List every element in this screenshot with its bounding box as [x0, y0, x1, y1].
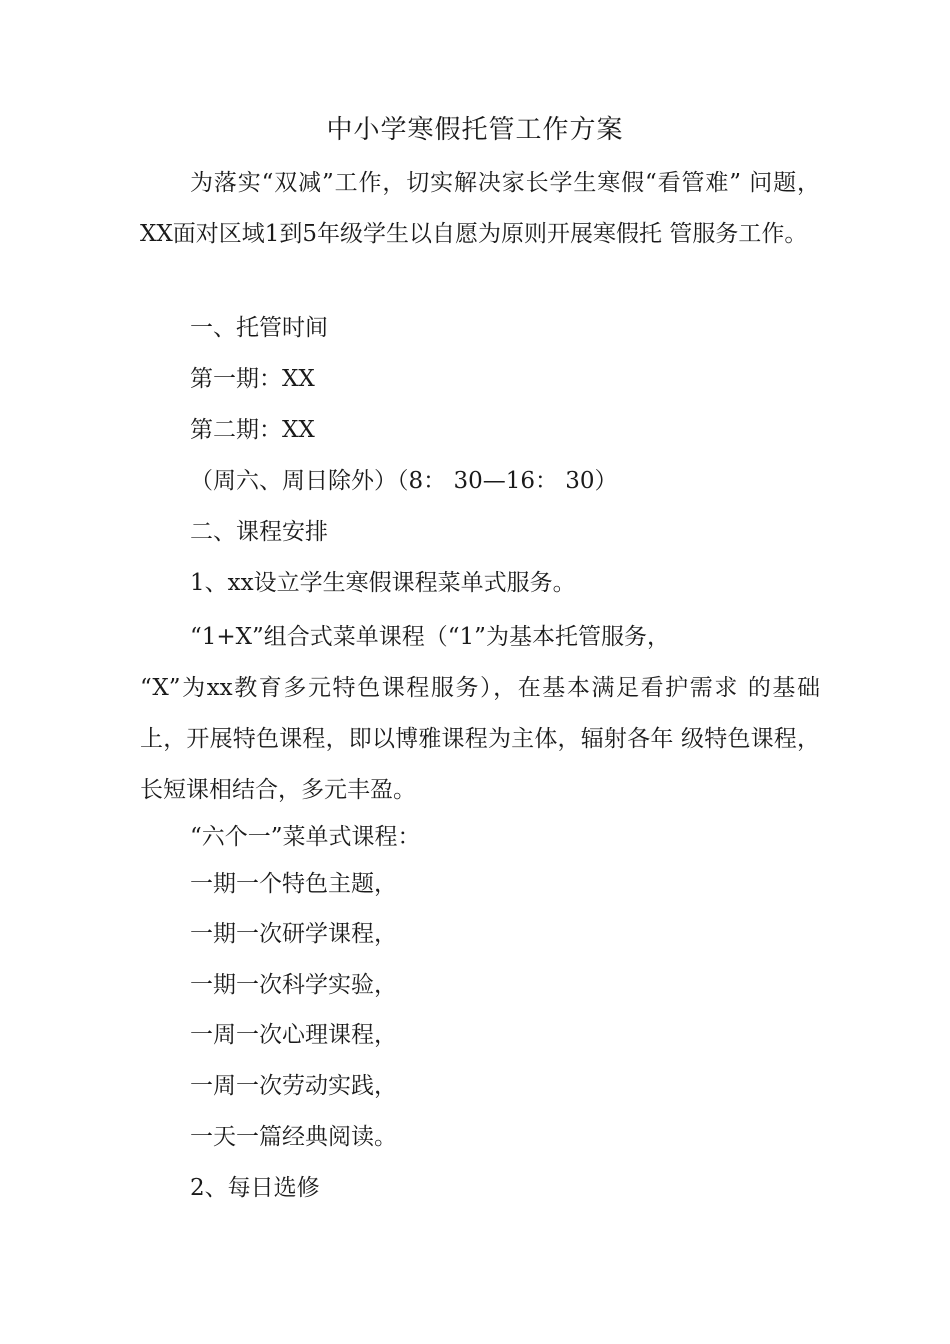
- six-courses-heading: “六个一”菜单式课程：: [190, 824, 421, 850]
- list-item: 一期一次科学实验，: [190, 972, 397, 998]
- period-two: 第二期：XX: [190, 417, 315, 443]
- list-item: 一期一次研学课程，: [190, 921, 397, 947]
- combo-course-paragraph: [140, 612, 820, 816]
- list-item: 一天一篇经典阅读。: [190, 1124, 397, 1150]
- list-item: 一周一次劳动实践，: [190, 1073, 397, 1099]
- period-one: 第一期：XX: [190, 366, 315, 392]
- course-item-two: 2、每日选修: [190, 1175, 320, 1201]
- section-heading-courses: 二、课程安排: [190, 519, 328, 545]
- document-title: 中小学寒假托管工作方案: [326, 115, 624, 145]
- section-heading-schedule: 一、托管时间: [190, 315, 328, 341]
- time-note: （周六、周日除外）（8： 30—16： 30）: [190, 468, 618, 494]
- course-item-one: 1、xx设立学生寒假课程菜单式服务。: [190, 570, 576, 596]
- list-item: 一期一个特色主题，: [190, 871, 397, 897]
- list-item: 一周一次心理课程，: [190, 1022, 397, 1048]
- intro-paragraph: 为落实“双减”工作，切实解决家长学生寒假“看管难” 问题，XX面对区域1到5年级学生以自愿为原则开展寒假托 管服务工作。: [140, 170, 820, 247]
- combo-rest-text: “X”为xx教育多元特色课程服务），在基本满足看护需求 的基础上，开展特色课程，即以博雅课程为主体，辐射各年 级特色课程，长短课相结合，多元丰盈。: [140, 675, 820, 803]
- combo-first-line: “1+X”组合式菜单课程（“1”为基本托管服务，: [190, 624, 670, 650]
